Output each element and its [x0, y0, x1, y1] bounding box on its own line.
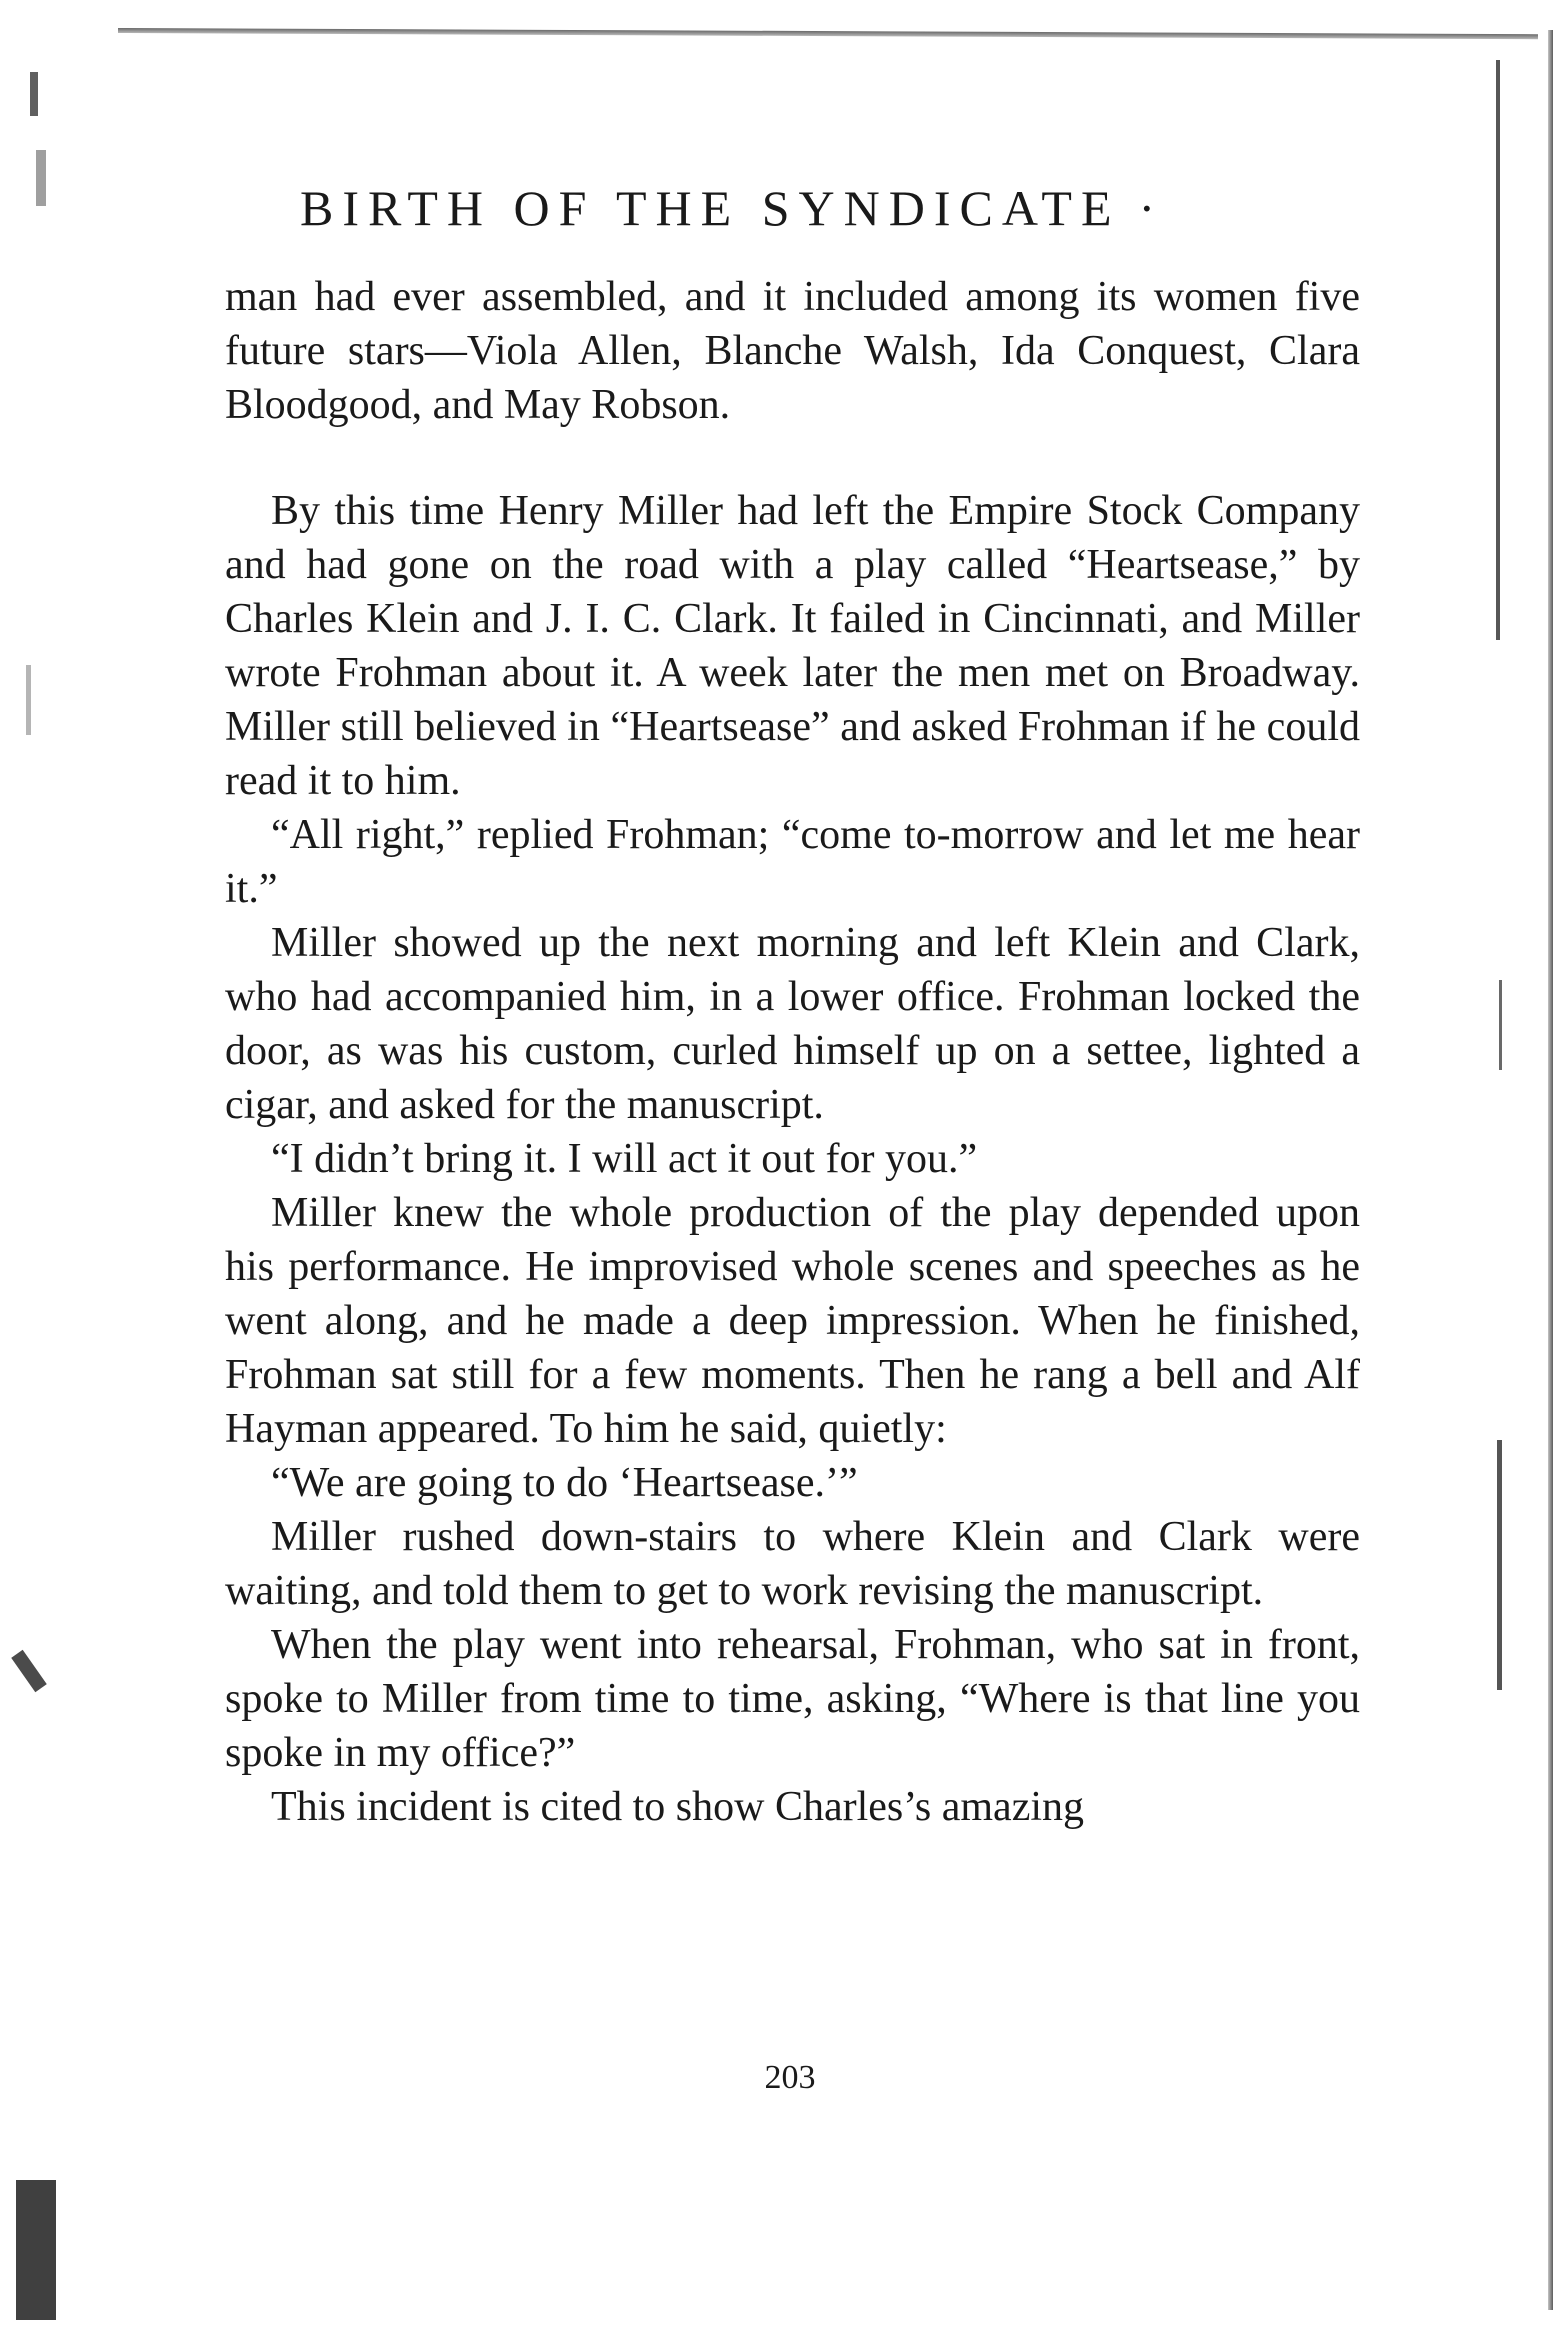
paragraph: “I didn’t bring it. I will act it out for you.” [271, 1136, 978, 1182]
running-head-ornament: · [1138, 180, 1156, 236]
running-head-title: BIRTH OF THE SYNDICATE [300, 180, 1121, 236]
page-number: 203 [764, 2059, 816, 2096]
paragraph: Miller rushed down-stairs to where Klein and Clark were waiting, and told them to get to work revising the manuscript. [225, 1514, 1360, 1614]
running-head [300, 178, 1300, 238]
paragraph: When the play went into rehearsal, Frohman, who sat in front, spoke to Miller from time to time, asking, “Where is that line you spoke in my office?” [225, 1622, 1360, 1776]
body-text [225, 270, 1360, 1834]
paragraph: man had ever assembled, and it included among its women five future stars—Viola Allen, Blanche Walsh, Ida Conquest, Clara Bloodgood, and May Robson. [225, 274, 1360, 428]
paragraph: Miller knew the whole production of the play depended upon his performance. He improvised whole scenes and speeches as he went along, and he made a deep impression. When he finished, Frohman sat still for a few moments. Then he rang a bell and Alf Hayman appeared. To him he said, quietly: [225, 1190, 1360, 1452]
paragraph: “We are going to do ‘Heartsease.’” [271, 1460, 858, 1506]
paragraph: This incident is cited to show Charles’s amazing [271, 1784, 1085, 1830]
paragraph: Miller showed up the next morning and left Klein and Clark, who had accompanied him, in a lower office. Frohman locked the door, as was his custom, curled himself up on a settee, lighted a cigar, and asked for the manuscript. [225, 920, 1360, 1128]
paragraph: “All right,” replied Frohman; “come to-morrow and let me hear it.” [225, 812, 1360, 912]
paragraph: By this time Henry Miller had left the Empire Stock Company and had gone on the road with a play called “Heartsease,” by Charles Klein and J. I. C. Clark. It failed in Cincinnati, and Miller wrote Frohman about it. A week later the men met on Broadway. Miller still believed in “Heartsease” and asked Frohman if he could read it to him. [225, 488, 1360, 804]
